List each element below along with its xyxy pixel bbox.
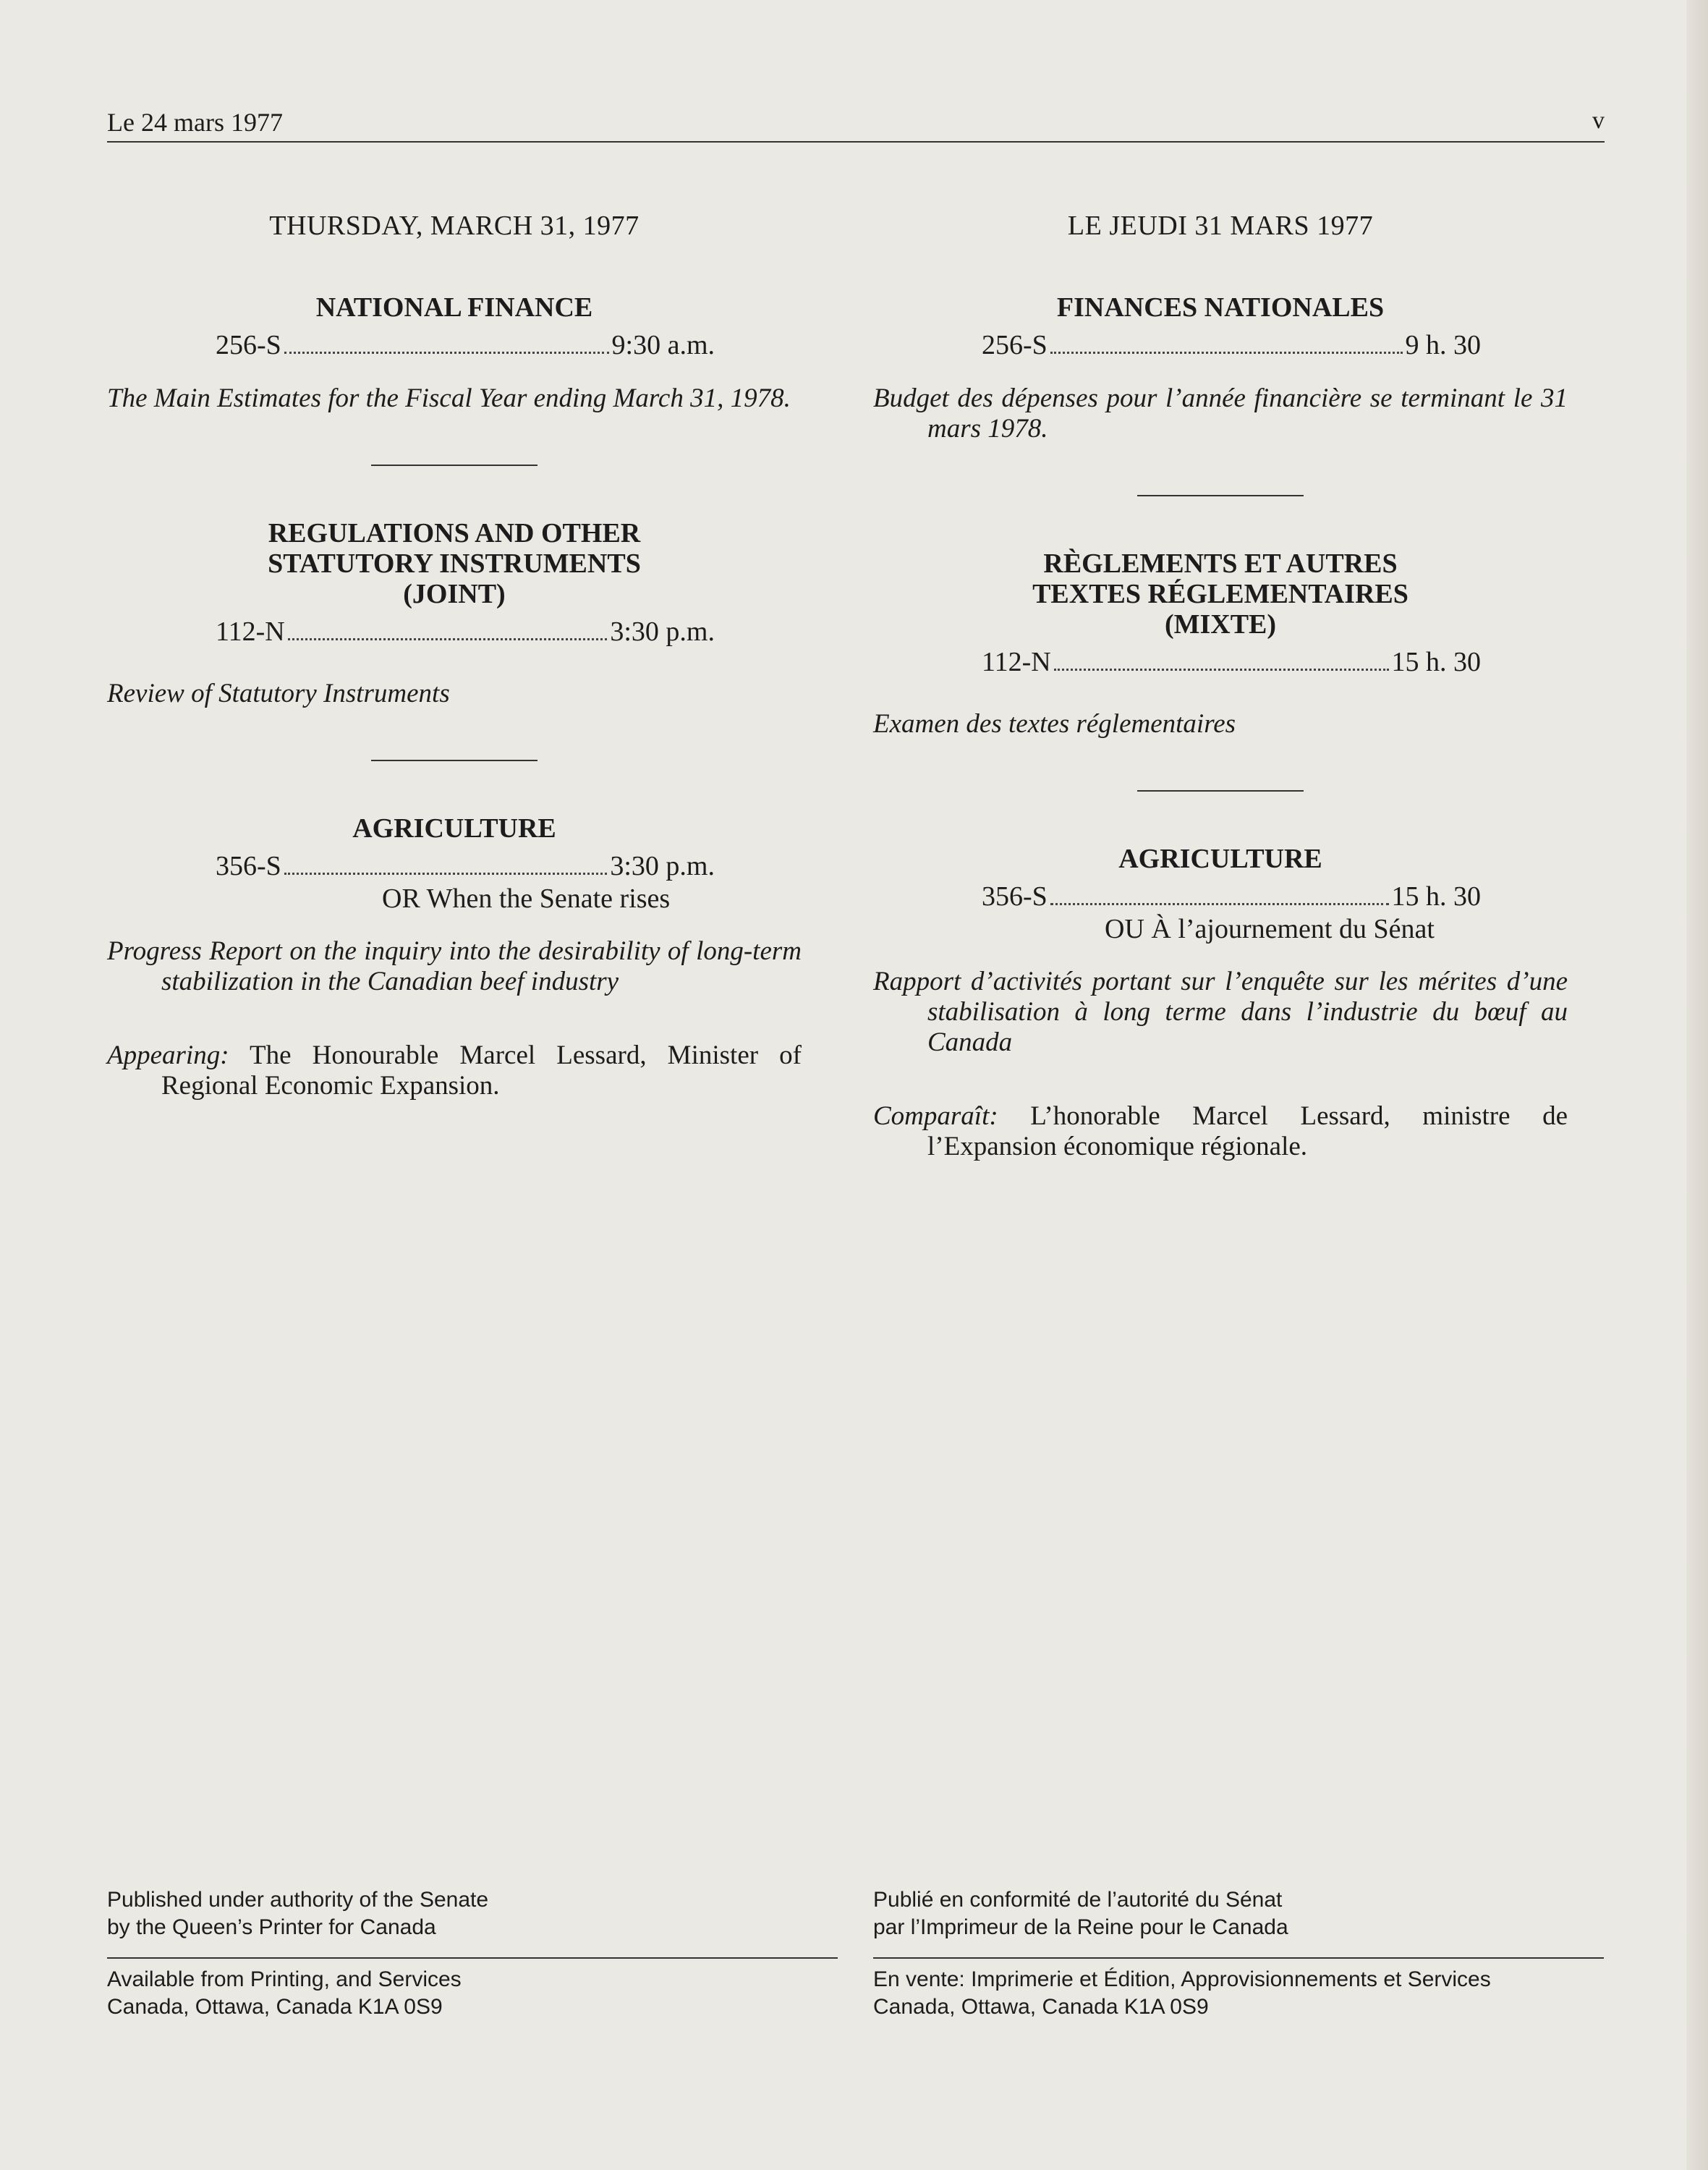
meeting-finances-nationales (873, 292, 1568, 444)
page-header (107, 101, 1605, 145)
meeting-time: 15 h. 30 (1391, 881, 1481, 912)
meeting-agriculture (107, 813, 802, 1101)
committee-title-line: (MIXTE) (1164, 609, 1277, 640)
available-line: En vente: Imprimerie et Édition, Approvisionnements et Services (873, 1967, 1491, 1991)
meeting-subject: Examen des textes réglementaires (873, 709, 1236, 739)
meeting-subject: Budget des dépenses pour l’année financière se terminant le 31 mars 1978. (873, 383, 1568, 444)
committee-title-line: RÈGLEMENTS ET AUTRES (1043, 548, 1398, 579)
published-line: by the Queen’s Printer for Canada (107, 1915, 436, 1939)
section-separator (371, 465, 538, 466)
appearing-text: The Honourable Marcel Lessard, Minister of Regional Economic Expansion. (161, 1041, 802, 1101)
section-separator (1137, 790, 1304, 792)
committee-title-line: REGULATIONS AND OTHER (268, 518, 641, 548)
english-day-heading: THURSDAY, MARCH 31, 1977 (269, 211, 640, 241)
room-time-line (982, 880, 1481, 913)
appearing-line (873, 1101, 1568, 1162)
available-line: Canada, Ottawa, Canada K1A 0S9 (107, 1995, 443, 2019)
committee-title-line: STATUTORY INSTRUMENTS (268, 548, 641, 579)
room-number: 256-S (216, 330, 281, 360)
page-edge-shadow (1686, 0, 1708, 2170)
meeting-time: 3:30 p.m. (610, 851, 715, 881)
room-time-line (982, 645, 1481, 679)
dot-leader (1050, 352, 1403, 354)
room-number: 256-S (982, 330, 1048, 360)
meeting-national-finance (107, 292, 802, 414)
published-line: par l’Imprimeur de la Reine pour le Canada (873, 1915, 1288, 1939)
french-day-heading: LE JEUDI 31 MARS 1977 (1067, 211, 1374, 241)
dot-leader (284, 873, 608, 875)
meeting-time: 15 h. 30 (1391, 647, 1481, 677)
dot-leader (1050, 903, 1389, 905)
committee-title-line: (JOINT) (403, 579, 506, 609)
available-line: Canada, Ottawa, Canada K1A 0S9 (873, 1995, 1209, 2019)
meeting-regulations (107, 518, 802, 709)
meeting-subject: Progress Report on the inquiry into the desirability of long-term stabilization in the Canadian beef industry (107, 936, 802, 996)
english-column (107, 210, 802, 1101)
footer-rule (107, 1957, 838, 1959)
section-separator (1137, 495, 1304, 496)
time-note: OR When the Senate rises (382, 883, 671, 914)
appearing-label: Appearing: (107, 1041, 229, 1070)
room-number: 356-S (982, 881, 1048, 912)
room-number: 112-N (982, 647, 1051, 677)
footer-rule (873, 1957, 1604, 1959)
room-number: 356-S (216, 851, 281, 881)
appearing-line (107, 1041, 802, 1101)
meeting-time: 9:30 a.m. (611, 330, 715, 360)
dot-leader (288, 638, 608, 640)
room-time-line (216, 849, 715, 883)
available-line: Available from Printing, and Services (107, 1967, 462, 1991)
published-line: Publié en conformité de l’autorité du Sénat (873, 1888, 1283, 1912)
room-number: 112-N (216, 616, 285, 647)
dot-leader (1054, 669, 1389, 671)
header-rule (107, 141, 1605, 143)
time-note: OU À l’ajournement du Sénat (1105, 914, 1435, 944)
appearing-text: L’honorable Marcel Lessard, ministre de l’Expansion économique régionale. (927, 1101, 1568, 1161)
committee-title: FINANCES NATIONALES (1056, 292, 1385, 323)
meeting-subject: The Main Estimates for the Fiscal Year ending March 31, 1978. (107, 383, 791, 413)
meeting-subject: Rapport d’activités portant sur l’enquête sur les mérites d’une stabilisation à long terme dans l’industrie du bœuf au Canada (873, 967, 1568, 1057)
page-number: v (1592, 107, 1605, 134)
committee-title: AGRICULTURE (1118, 844, 1322, 874)
meeting-time: 3:30 p.m. (610, 616, 715, 647)
header-date: Le 24 mars 1977 (107, 108, 283, 137)
room-time-line (982, 329, 1481, 362)
french-column (873, 210, 1568, 1162)
meeting-agriculture-fr (873, 844, 1568, 1162)
committee-title (873, 548, 1568, 640)
dot-leader (284, 352, 609, 354)
french-footer (873, 1886, 1604, 2021)
meeting-time: 9 h. 30 (1405, 330, 1481, 360)
room-time-line (216, 329, 715, 362)
room-time-line (216, 615, 715, 648)
section-separator (371, 760, 538, 761)
committee-title: AGRICULTURE (352, 813, 556, 844)
meeting-reglements (873, 548, 1568, 739)
committee-title: NATIONAL FINANCE (315, 292, 593, 323)
appearing-label: Comparaît: (873, 1101, 998, 1131)
committee-title-line: TEXTES RÉGLEMENTAIRES (1032, 579, 1409, 609)
english-footer (107, 1886, 838, 2021)
committee-title (107, 518, 802, 609)
published-line: Published under authority of the Senate (107, 1888, 489, 1912)
meeting-subject: Review of Statutory Instruments (107, 679, 450, 708)
